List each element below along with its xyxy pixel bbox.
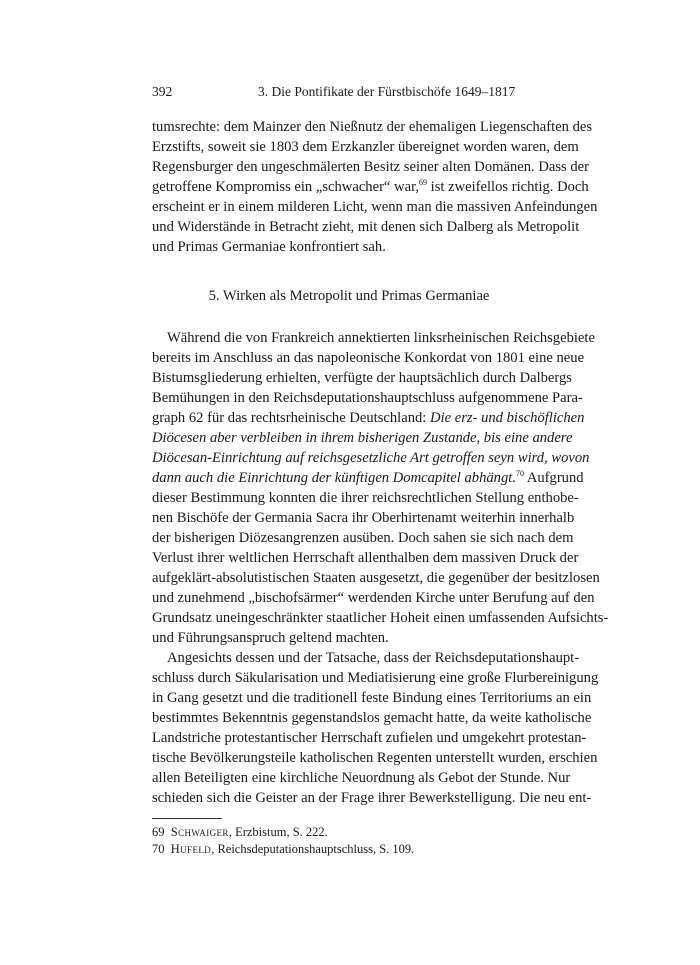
footnote-divider [152,818,222,819]
text-line: Grundsatz uneingeschränkter staatlicher Hoheit einen umfassenden Aufsichts- [152,610,609,626]
text-line: schluss durch Säkularisation und Mediatisierung eine große Flurbereinigung [152,670,599,686]
footnote-author: Schwaiger [170,825,229,839]
text-line: bestimmtes Bekenntnis gegenstandslos gemacht hatte, da weite katholische [152,710,592,726]
text-line: und Primas Germaniae konfrontiert sah. [152,239,386,255]
text-line: Bistumsgliederung erhielten, verfügte der hauptsächlich durch Dalbergs [152,370,572,386]
text-line [152,408,585,428]
text-line: und Führungsanspruch geltend machten. [152,630,389,646]
text-line [152,177,589,197]
text-line: und Widerstände in Betracht zieht, mit denen sich Dalberg als Metropolit [152,219,580,235]
quotation-line: Diöcesen aber verbleiben in ihrem bisherigen Zustande, bis eine andere [152,430,573,446]
footnote-69 [152,824,328,840]
quotation-italic: dann auch die Einrichtung der künftigen Domcapitel abhängt. [152,470,516,486]
text-line: aufgeklärt-absolutistischen Staaten ausgesetzt, die gegenüber der besitzlosen [152,570,600,586]
text-line: Landstriche protestantischer Herrschaft zufielen und umgekehrt protestan- [152,730,587,746]
text-line: Verlust ihrer weltlichen Herrschaft allenthalben dem massiven Druck der [152,550,579,566]
quotation-italic: Die erz- und bischöflichen [430,410,585,426]
text-line: dieser Bestimmung konnten die ihrer reichsrechtlichen Stellung enthobe- [152,490,579,506]
text-line: schieden sich die Geister an der Frage ihrer Bewerkstelligung. Die neu ent- [152,790,592,806]
quotation-line: Diöcesan-Einrichtung auf reichsgesetzliche Art getroffen seyn wird, wovon [152,450,590,466]
text-line: bereits im Anschluss an das napoleonische Konkordat von 1801 eine neue [152,350,585,366]
text-line: erscheint er in einem milderen Licht, wenn man die massiven Anfeindungen [152,199,598,215]
footnote-text: , Erzbistum, S. 222. [228,825,328,839]
text-line: Regensburger den ungeschmälerten Besitz seiner alten Domänen. Dass der [152,159,589,175]
footnote-text: , Reichsdeputationshauptschluss, S. 109. [211,842,415,856]
text-line: nen Bischöfe der Germania Sacra ihr Oberhirtenamt weiterhin innerhalb [152,510,575,526]
text-line: Während die von Frankreich annektierten linksrheinischen Reichsgebiete [167,330,595,346]
footnote-number: 70 [152,842,165,856]
text-line: der bisherigen Diözesangrenzen ausüben. Doch sahen sie sich nach dem [152,530,574,546]
text-segment: ist zweifellos richtig. Doch [427,179,589,195]
text-line: und zunehmend „bischofsärmer“ werdenden Kirche unter Berufung auf den [152,590,595,606]
text-line: allen Beteiligten eine kirchliche Neuordnung als Gebot der Stunde. Nur [152,770,571,786]
footnote-number: 69 [152,825,165,839]
page-number: 392 [152,84,173,99]
text-segment: graph 62 für das rechtsrheinische Deutschland: [152,410,431,426]
footnote-70 [152,841,414,857]
footnote-ref-69[interactable]: 69 [419,178,427,187]
text-line: tumsrechte: dem Mainzer den Nießnutz der ehemaligen Liegenschaften des [152,119,593,135]
running-header [152,84,546,104]
footnote-author: Hufeld [170,842,212,856]
section-heading: 5. Wirken als Metropolit und Primas Germaniae [208,288,490,304]
text-line: Angesichts dessen und der Tatsache, dass der Reichsdeputationshaupt- [167,650,580,666]
running-title: 3. Die Pontifikate der Fürstbischöfe 1649–1817 [258,84,516,99]
text-line [152,468,584,488]
text-line: Erzstifts, soweit sie 1803 dem Erzkanzler übereignet worden waren, dem [152,139,579,155]
text-line: tische Bevölkerungsteile katholischen Regenten unterstellt wurden, erschien [152,750,598,766]
footnote-ref-70[interactable]: 70 [515,469,524,478]
text-line: in Gang gesetzt und die traditionell feste Bindung eines Territoriums an ein [152,690,592,706]
text-segment: getroffene Kompromiss ein „schwacher“ war, [152,179,419,195]
text-line: Bemühungen in den Reichsdeputationshauptschluss aufgenommene Para- [152,390,583,406]
text-segment: Aufgrund [523,470,584,486]
